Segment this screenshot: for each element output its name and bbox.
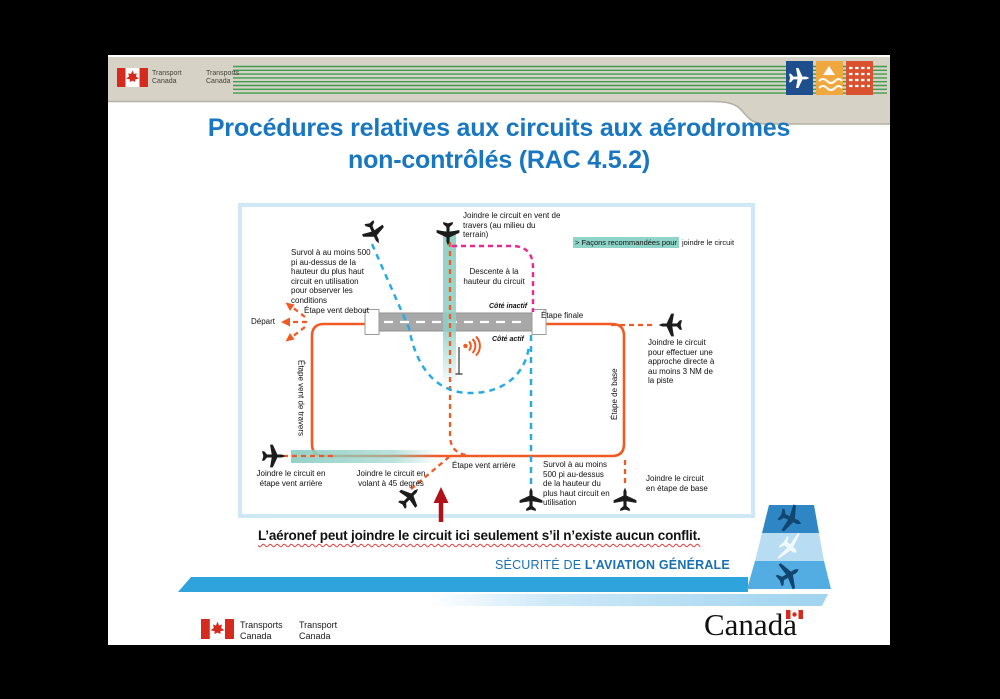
page-title-line1: Procédures relatives aux circuits aux aérodromes: [207, 114, 791, 142]
blue-band: [178, 577, 748, 592]
circuit-path: [312, 324, 624, 456]
conflict-note: L’aéronef peut joindre le circuit ici seulement s’il n’existe aucun conflit.: [258, 528, 701, 543]
airplane-icon-overflight: [359, 217, 390, 248]
header-dept-fr-line2: Canada: [206, 78, 231, 86]
airplane-icon-straight-in: [659, 314, 682, 337]
label-base-leg: Étape de base: [610, 368, 619, 420]
label-45-degree-join: Joindre le circuit en volant à 45 degrés: [356, 469, 426, 488]
label-active-side: Côté actif: [492, 336, 524, 343]
surface-transport-icon: [846, 61, 873, 95]
airplane-icon-base-join: [614, 488, 637, 511]
label-inactive-side: Côté inactif: [489, 303, 528, 310]
footer-dept-fr-line1: Transports: [240, 620, 283, 630]
label-downwind-join: Joindre le circuit en étape vent arrière: [256, 469, 326, 488]
label-overfly-observe: Survol à au moins 500 pi au-dessus de la hauteur du plus haut circuit en utilisation pour observer les conditions: [291, 248, 371, 305]
label-crosswind-leg: Étape vent de travers: [296, 360, 306, 437]
light-blue-band: [430, 594, 828, 606]
label-descent: Descente à la hauteur du circuit: [463, 267, 525, 286]
footer-dept-en-line1: Transport: [299, 620, 338, 630]
footer-dept-fr: [240, 620, 283, 642]
canada-flag-icon: [117, 68, 148, 87]
legend-rest: joindre le circuit: [681, 238, 735, 247]
legend-highlight: > Façons recommandées pour: [575, 238, 677, 247]
label-downwind-leg: Étape vent arrière: [452, 461, 516, 470]
label-straight-in-join: Joindre le circuit pour effectuer une approche directe à au moins 3 NM de la piste: [648, 338, 715, 386]
windsock-icon: [456, 337, 480, 375]
marine-transport-icon: [816, 61, 843, 95]
canada-wordmark: Canada: [704, 607, 797, 642]
header-dept-en-line1: Transport: [152, 70, 182, 77]
safety-banner: [495, 558, 730, 572]
header-dept-en: [152, 70, 182, 87]
bottom-banner: [178, 501, 831, 606]
airplane-icon-downwind-join: [262, 445, 285, 468]
red-callout-arrow: [434, 487, 449, 522]
page-title-line2: non-contrôlés (RAC 4.5.2): [348, 146, 650, 174]
tailfin-graphic: [747, 501, 831, 593]
airplane-icon-overfly-500: [520, 488, 543, 511]
header-dept-fr-line1: Transports: [206, 70, 240, 77]
header-dept-en-line2: Canada: [152, 78, 177, 86]
safety-banner-prefix: SÉCURITÉ DE: [495, 558, 585, 572]
footer-dept-fr-line2: Canada: [240, 630, 272, 641]
header-dept-fr: [206, 70, 239, 87]
label-departure: Départ: [251, 317, 276, 326]
label-final-leg: Étape finale: [541, 311, 584, 320]
departure-arrowheads: [281, 303, 295, 342]
legend: [573, 238, 734, 247]
label-join-crosswind: Joindre le circuit en vent de travers (au milieu du terrain): [463, 211, 561, 240]
footer-dept-en-line2: Canada: [299, 630, 331, 641]
safety-banner-bold: L’AVIATION GÉNÉRALE: [584, 558, 730, 572]
air-transport-icon: [786, 61, 813, 95]
label-upwind-leg: Étape vent debout: [304, 306, 369, 315]
footer-dept-en: [299, 620, 337, 642]
label-overfly-500: Survol à au moins 500 pi au-dessus de la hauteur du plus haut circuit en utilisation: [543, 460, 610, 508]
footer-flag-icon: [201, 619, 234, 639]
label-base-join: Joindre le circuit en étape de base: [646, 474, 708, 493]
